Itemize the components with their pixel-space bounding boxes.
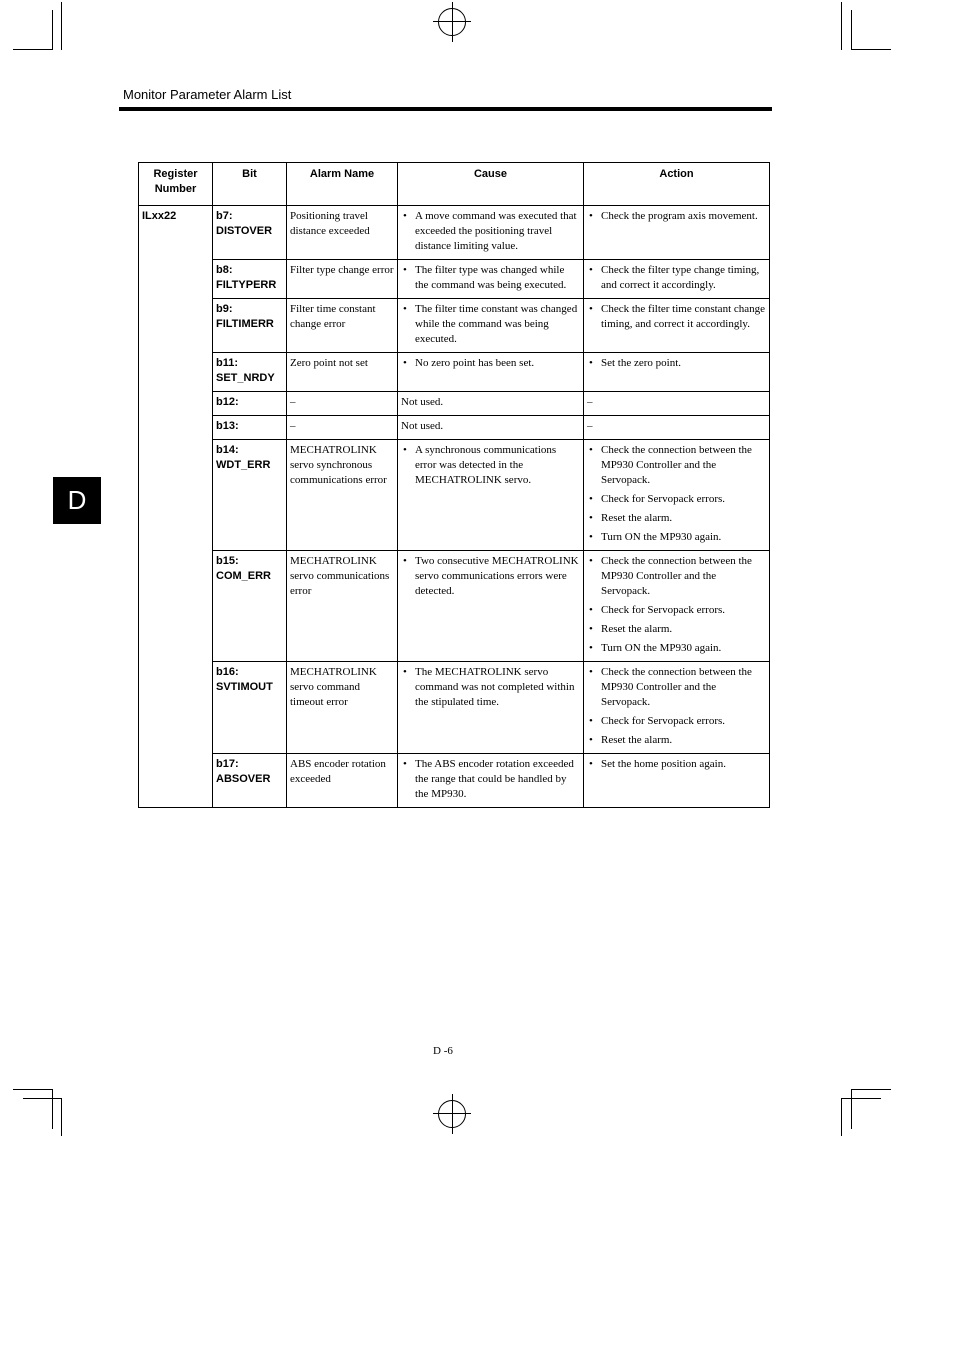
action-item: • Check the program axis movement. [587, 209, 766, 224]
header-action: Action [584, 163, 770, 206]
bit-name: DISTOVER [216, 225, 273, 237]
cause-cell [398, 416, 584, 440]
cause-cell [398, 551, 584, 662]
action-list [587, 302, 766, 332]
table-row [139, 353, 770, 392]
table-row [139, 416, 770, 440]
cause-cell [398, 440, 584, 551]
cause-item: • The filter time constant was changed while the command was being executed. [401, 302, 580, 347]
header-bit: Bit [213, 163, 287, 206]
alarm-name-cell: MECHATROLINK servo communications error [287, 551, 398, 662]
cause-item: • No zero point has been set. [401, 356, 580, 371]
cause-list [401, 356, 580, 371]
alarm-name-cell: – [287, 392, 398, 416]
alarm-name-cell: Positioning travel distance exceeded [287, 206, 398, 260]
bit-cell [213, 206, 287, 260]
cause-cell [398, 206, 584, 260]
bit-code: b9: [216, 303, 233, 315]
cause-item: • The MECHATROLINK servo command was not completed within the stipulated time. [401, 665, 580, 710]
page-number: D -6 [433, 1045, 453, 1057]
action-cell [584, 551, 770, 662]
cause-list [401, 443, 580, 488]
bit-code: b15: [216, 555, 239, 567]
action-cell [584, 206, 770, 260]
alarm-name-cell: Filter time constant change error [287, 299, 398, 353]
bit-code: b14: [216, 444, 239, 456]
action-item: • Turn ON the MP930 again. [587, 641, 766, 656]
cause-item: • The ABS encoder rotation exceeded the range that could be handled by the MP930. [401, 757, 580, 802]
cause-item: • The filter type was changed while the command was being executed. [401, 263, 580, 293]
cause-cell [398, 299, 584, 353]
bit-cell [213, 353, 287, 392]
cause-cell [398, 754, 584, 808]
alarm-name-cell: MECHATROLINK servo synchronous communications error [287, 440, 398, 551]
action-item: • Reset the alarm. [587, 511, 766, 526]
header-rule [119, 107, 772, 111]
action-item: • Turn ON the MP930 again. [587, 530, 766, 545]
header-cause: Cause [398, 163, 584, 206]
bit-cell [213, 551, 287, 662]
table-row [139, 299, 770, 353]
cause-cell [398, 353, 584, 392]
bit-cell [213, 260, 287, 299]
bit-code: b7: [216, 210, 233, 222]
action-text: – [587, 420, 593, 432]
action-item: • Check for Servopack errors. [587, 714, 766, 729]
alarm-table [138, 162, 770, 808]
cause-item: • Two consecutive MECHATROLINK servo communications errors were detected. [401, 554, 580, 599]
header-register: Register Number [139, 163, 213, 206]
register-number-cell: ILxx22 [139, 206, 213, 808]
action-item: • Set the zero point. [587, 356, 766, 371]
bit-code: b13: [216, 420, 239, 432]
cause-list [401, 263, 580, 293]
bit-name: SET_NRDY [216, 372, 275, 384]
bit-name: SVTIMOUT [216, 681, 273, 693]
cause-cell [398, 392, 584, 416]
table-row [139, 551, 770, 662]
action-item: • Check the connection between the MP930 Controller and the Servopack. [587, 554, 766, 599]
table-row [139, 754, 770, 808]
page-header-title: Monitor Parameter Alarm List [123, 87, 292, 102]
cause-cell [398, 662, 584, 754]
bit-code: b8: [216, 264, 233, 276]
bit-cell [213, 416, 287, 440]
bit-cell [213, 440, 287, 551]
table-row [139, 440, 770, 551]
action-cell [584, 392, 770, 416]
bit-code: b17: [216, 758, 239, 770]
action-item: • Check for Servopack errors. [587, 492, 766, 507]
cause-text: Not used. [401, 396, 444, 408]
action-item: • Reset the alarm. [587, 622, 766, 637]
action-cell [584, 440, 770, 551]
action-text: – [587, 396, 593, 408]
table-row [139, 392, 770, 416]
action-item: • Check the filter time constant change timing, and correct it accordingly. [587, 302, 766, 332]
cause-list [401, 209, 580, 254]
action-list [587, 356, 766, 371]
cause-list [401, 302, 580, 347]
action-item: • Check the filter type change timing, and correct it accordingly. [587, 263, 766, 293]
bit-name: WDT_ERR [216, 459, 271, 471]
bit-cell [213, 392, 287, 416]
bit-name: ABSOVER [216, 773, 271, 785]
action-list [587, 443, 766, 545]
action-item: • Reset the alarm. [587, 733, 766, 748]
cause-text: Not used. [401, 420, 444, 432]
cause-cell [398, 260, 584, 299]
bit-cell [213, 662, 287, 754]
table-header-row [139, 163, 770, 206]
action-cell [584, 260, 770, 299]
table-row [139, 206, 770, 260]
action-item: • Check the connection between the MP930 Controller and the Servopack. [587, 665, 766, 710]
cause-list [401, 554, 580, 599]
cause-item: • A move command was executed that exceeded the positioning travel distance limiting value. [401, 209, 580, 254]
action-list [587, 757, 766, 772]
bit-name: FILTYPERR [216, 279, 277, 291]
action-item: • Set the home position again. [587, 757, 766, 772]
action-list [587, 209, 766, 224]
action-cell [584, 299, 770, 353]
action-cell [584, 754, 770, 808]
action-cell [584, 416, 770, 440]
bit-code: b12: [216, 396, 239, 408]
section-tab: D [53, 477, 101, 524]
cause-list [401, 665, 580, 710]
header-alarm-name: Alarm Name [287, 163, 398, 206]
bit-code: b16: [216, 666, 239, 678]
action-list [587, 263, 766, 293]
bit-code: b11: [216, 357, 239, 369]
cause-list [401, 757, 580, 802]
table-row [139, 260, 770, 299]
bit-name: COM_ERR [216, 570, 272, 582]
action-item: • Check for Servopack errors. [587, 603, 766, 618]
alarm-name-cell: MECHATROLINK servo command timeout error [287, 662, 398, 754]
action-item: • Check the connection between the MP930 Controller and the Servopack. [587, 443, 766, 488]
alarm-name-cell: ABS encoder rotation exceeded [287, 754, 398, 808]
action-list [587, 554, 766, 656]
cause-item: • A synchronous communications error was detected in the MECHATROLINK servo. [401, 443, 580, 488]
action-list [587, 665, 766, 748]
action-cell [584, 662, 770, 754]
bit-cell [213, 299, 287, 353]
alarm-name-cell: – [287, 416, 398, 440]
alarm-name-cell: Zero point not set [287, 353, 398, 392]
bit-name: FILTIMERR [216, 318, 274, 330]
alarm-name-cell: Filter type change error [287, 260, 398, 299]
action-cell [584, 353, 770, 392]
table-row [139, 662, 770, 754]
bit-cell [213, 754, 287, 808]
